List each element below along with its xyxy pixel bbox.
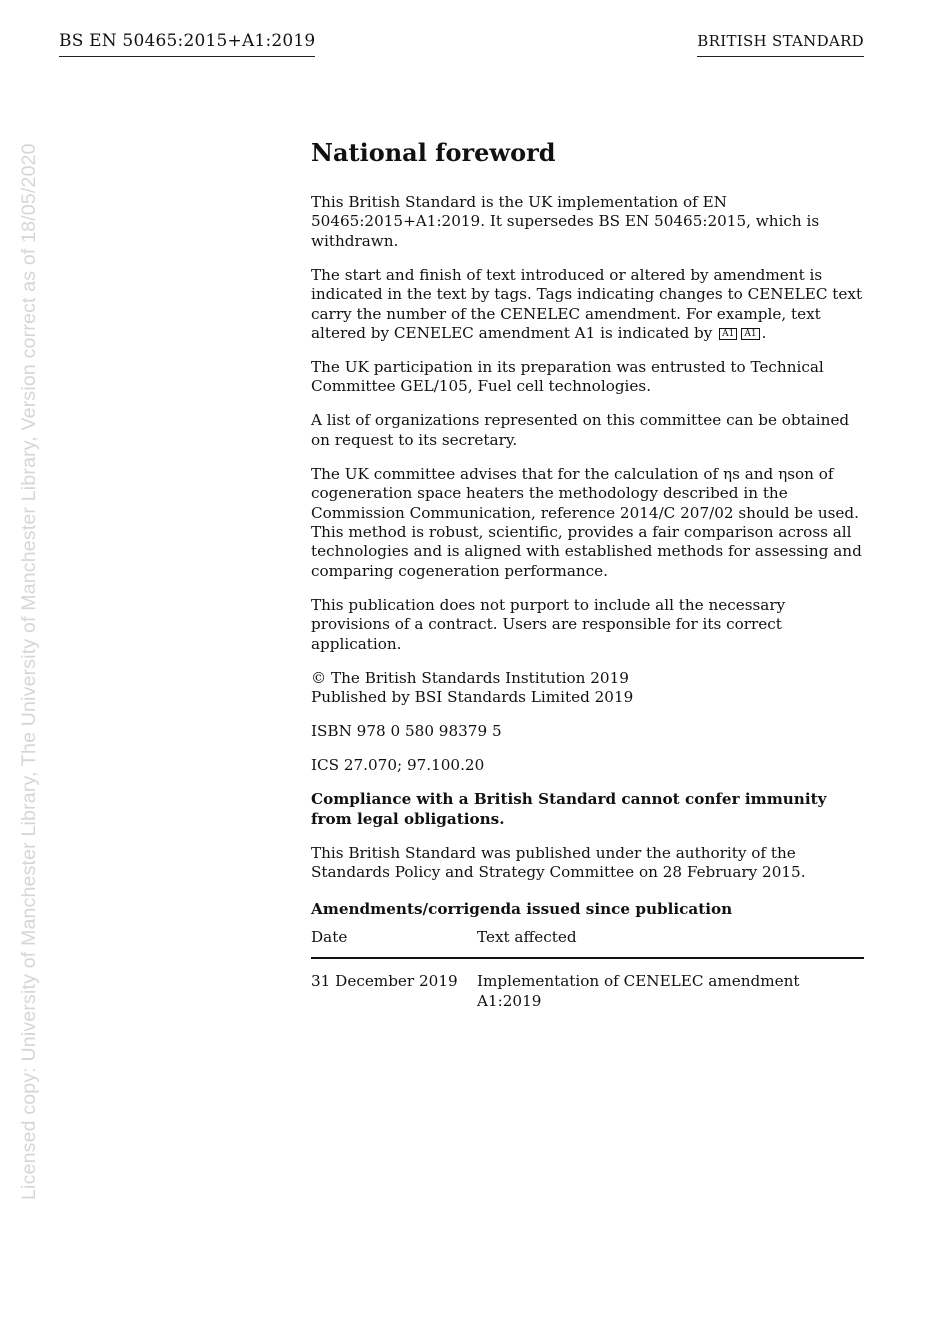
table-header-row xyxy=(311,928,864,958)
organizations-paragraph: A list of organizations represented on this committee can be obtained on request to its secretary. xyxy=(311,411,850,449)
committee-paragraph: The UK participation in its preparation was entrusted to Technical Committee GEL/105, Fuel cell technologies. xyxy=(311,358,824,396)
publisher-line: Published by BSI Standards Limited 2019 xyxy=(311,688,634,707)
amendments-table xyxy=(311,928,864,1011)
ics: ICS 27.070; 97.100.20 xyxy=(311,756,485,775)
column-header-text-affected: Text affected xyxy=(477,928,864,958)
license-watermark: Licensed copy: University of Manchester Library, The University of Manchester Library, Version correct as of 18/05/2020 xyxy=(18,143,40,1200)
amendments-heading: Amendments/corrigenda issued since publication xyxy=(311,900,733,919)
standard-label: BRITISH STANDARD xyxy=(697,32,864,57)
foreword-section xyxy=(311,137,864,1011)
compliance-notice: Compliance with a British Standard cannot confer immunity from legal obligations. xyxy=(311,790,827,828)
implementation-paragraph: This British Standard is the UK implementation of EN 50465:2015+A1:2019. It supersedes BS EN 50465:2015, which is withdrawn. xyxy=(311,193,820,250)
authority-paragraph: This British Standard was published under the authority of the Standards Policy and Strategy Committee on 28 February 2015. xyxy=(311,843,806,881)
amendment-tags-end: . xyxy=(761,324,767,343)
page-title: National foreword xyxy=(311,138,556,167)
amendment-text-affected: Implementation of CENELEC amendment A1:2019 xyxy=(477,972,800,1010)
amendment-end-tag-icon: A1 xyxy=(741,328,759,340)
copyright-line: © The British Standards Institution 2019 xyxy=(311,668,629,687)
publication-info xyxy=(311,669,864,708)
isbn: ISBN 978 0 580 98379 5 xyxy=(311,722,502,741)
table-row xyxy=(311,958,864,1011)
document-id: BS EN 50465:2015+A1:2019 xyxy=(59,31,315,57)
column-header-date: Date xyxy=(311,928,477,958)
amendment-tags-text: The start and finish of text introduced or altered by amendment is indicated in the text by tags. Tags indicating changes to CENELEC text carry the number of the CENELEC amendment. For example, text altered by CENELEC amendment A1 is indicated by xyxy=(311,265,863,343)
amendment-start-tag-icon: A1 xyxy=(719,328,737,340)
amendment-date: 31 December 2019 xyxy=(311,972,458,991)
amendment-tags-paragraph xyxy=(311,266,864,344)
methodology-paragraph: The UK committee advises that for the calculation of ηs and ηson of cogeneration space heaters the methodology described in the Commission Communication, reference 2014/C 207/02 should be used. This method is robust, scientific, provides a fair comparison across all technologies and is aligned with established methods for assessing and comparing cogeneration performance. xyxy=(311,464,862,580)
provisions-paragraph: This publication does not purport to include all the necessary provisions of a contract. Users are responsible for its correct application. xyxy=(311,595,786,653)
